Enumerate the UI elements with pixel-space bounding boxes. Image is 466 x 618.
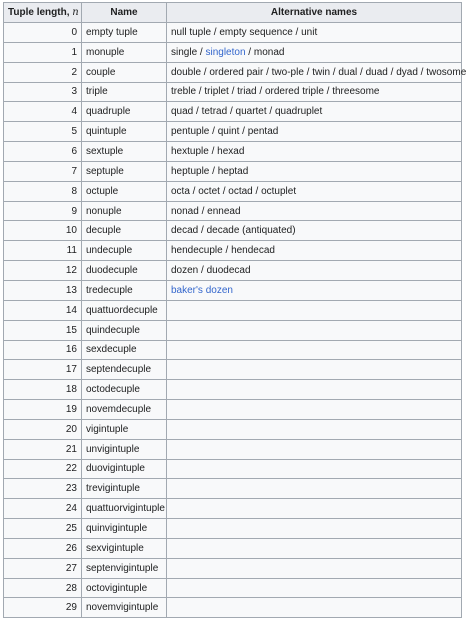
alternative-name: heptuple [171,165,210,177]
name-separator: / [198,265,207,277]
alternative-names-cell [167,479,462,499]
tuple-name-cell: duodecuple [82,261,167,281]
table-row [4,181,462,201]
table-row [4,598,462,618]
tuple-length-cell: 22 [4,459,82,479]
name-separator: / [387,66,397,78]
tuple-length-cell: 11 [4,241,82,261]
tuple-length-cell: 21 [4,439,82,459]
alternative-names-cell [167,419,462,439]
tuple-name-cell: septuple [82,161,167,181]
alternative-name: quadruplet [275,106,323,118]
name-separator: / [256,86,265,98]
alternative-name: triad [237,86,257,98]
alternative-names-cell [167,280,462,300]
alternative-names-cell [167,241,462,261]
tuple-length-cell: 6 [4,142,82,162]
name-separator: / [196,86,205,98]
alternative-name: dyad [396,66,418,78]
alternative-name: pentuple [171,126,210,138]
name-separator: / [198,225,207,237]
table-row [4,558,462,578]
table-row [4,280,462,300]
alternative-name: ordered triple [264,86,324,98]
alternative-names-cell [167,300,462,320]
alternative-name: quad [171,106,194,118]
alternative-names-cell [167,102,462,122]
tuple-length-cell: 27 [4,558,82,578]
table-row [4,161,462,181]
name-separator: / [303,66,313,78]
alternative-names-cell [167,181,462,201]
tuple-name-cell: undecuple [82,241,167,261]
table-row [4,23,462,43]
alternative-name: tetrad [201,106,228,118]
header-tuple-length-label: Tuple length, [8,7,70,18]
name-separator: / [211,26,220,38]
alternative-names-cell [167,82,462,102]
table-row [4,122,462,142]
alternative-name: decade (antiquated) [206,225,296,237]
name-separator: / [228,86,238,98]
table-row [4,241,462,261]
name-separator: / [201,66,210,78]
alternative-names-cell [167,161,462,181]
tuple-name-cell: nonuple [82,201,167,221]
alternative-name: twin [312,66,331,78]
name-separator: / [330,66,339,78]
tuple-length-cell: 20 [4,419,82,439]
tuple-name-cell: triple [82,82,167,102]
alternative-names-cell [167,499,462,519]
table-row [4,261,462,281]
alternative-name: decad [171,225,199,237]
name-separator: / [219,185,229,197]
header-tuple-length[interactable] [4,3,82,23]
name-separator: / [252,185,262,197]
alternative-name: hextuple [171,145,209,157]
table-row [4,360,462,380]
alternative-names-cell [167,261,462,281]
name-separator: / [227,106,236,118]
alternative-names-cell [167,598,462,618]
table-row [4,42,462,62]
alternative-names-cell [167,519,462,539]
alternative-name: heptad [217,165,249,177]
tuple-name-cell: sextuple [82,142,167,162]
tuple-length-cell: 5 [4,122,82,142]
tuple-length-cell: 13 [4,280,82,300]
tuple-length-cell: 0 [4,23,82,43]
table-body [4,23,466,618]
name-separator: / [357,66,366,78]
tuple-length-cell: 28 [4,578,82,598]
alternative-names-cell [167,578,462,598]
header-name[interactable]: Name [82,3,167,23]
tuple-length-cell: 24 [4,499,82,519]
tuple-name-cell: sexdecuple [82,340,167,360]
alternative-name: ordered pair [209,66,264,78]
alternative-names-cell [167,42,462,62]
tuple-name-cell: quadruple [82,102,167,122]
table-row [4,320,462,340]
tuple-length-cell: 15 [4,320,82,340]
table-row [4,142,462,162]
table-row [4,538,462,558]
name-separator: / [209,165,218,177]
table-row [4,400,462,420]
alternative-names-cell [167,340,462,360]
tuple-name-cell: quinvigintuple [82,519,167,539]
tuple-name-cell: tredecuple [82,280,167,300]
alternative-name: hexad [217,145,245,157]
alternative-name-link[interactable]: singleton [205,46,246,58]
alternative-names-cell [167,122,462,142]
alternative-name: octet [198,185,220,197]
alternative-name: monad [253,46,285,58]
tuple-name-cell: quintuple [82,122,167,142]
name-separator: / [208,145,218,157]
alternative-name: null tuple [171,26,212,38]
name-separator: / [193,106,202,118]
alternative-name: triplet [204,86,229,98]
alternative-name: octuplet [261,185,297,197]
table-row [4,479,462,499]
alternative-name: dozen [171,265,199,277]
alternative-name: double [171,66,202,78]
name-separator: / [198,205,208,217]
table-row [4,499,462,519]
tuple-length-cell: 4 [4,102,82,122]
alternative-names-cell [167,221,462,241]
alternative-name: octad [228,185,253,197]
table-row [4,419,462,439]
alternative-name: quartet [235,106,267,118]
tuple-name-cell: quindecuple [82,320,167,340]
tuple-length-cell: 7 [4,161,82,181]
tuple-name-cell: octodecuple [82,380,167,400]
alternative-names-cell [167,360,462,380]
tuple-name-cell: quattuorvigintuple [82,499,167,519]
alternative-names-cell [167,400,462,420]
tuple-name-cell: empty tuple [82,23,167,43]
tuple-name-cell: septenvigintuple [82,558,167,578]
header-alternative-names[interactable]: Alternative names [167,3,462,23]
name-separator: / [263,66,272,78]
name-separator: / [197,46,206,58]
alternative-name: pentad [247,126,279,138]
alternative-name: threesome [332,86,380,98]
table-row [4,201,462,221]
alternative-names-cell [167,459,462,479]
tuple-name-cell: novemdecuple [82,400,167,420]
tuple-length-cell: 16 [4,340,82,360]
name-separator: / [292,26,302,38]
tuple-length-cell: 2 [4,62,82,82]
table-row [4,102,462,122]
name-separator: / [222,245,232,257]
alternative-name: unit [301,26,318,38]
tuple-length-cell: 18 [4,380,82,400]
tuple-length-cell: 19 [4,400,82,420]
tuple-length-cell: 25 [4,519,82,539]
table-row [4,340,462,360]
tuple-length-cell: 8 [4,181,82,201]
alternative-name: twosome [426,66,466,78]
tuple-length-cell: 29 [4,598,82,618]
tuple-name-cell: sexvigintuple [82,538,167,558]
name-separator: / [245,46,254,58]
table-header-row [4,3,462,23]
alternative-name: empty sequence [219,26,293,38]
alternative-names-cell [167,320,462,340]
tuple-length-cell: 17 [4,360,82,380]
alternative-names-cell [167,62,466,82]
alternative-names-cell [167,201,462,221]
table-row [4,519,462,539]
table-row [4,380,462,400]
alternative-name: quint [217,126,240,138]
alternative-name: duodecad [206,265,251,277]
table-row [4,578,462,598]
name-separator: / [239,126,248,138]
tuple-name-cell: trevigintuple [82,479,167,499]
table-row [4,221,462,241]
tuple-length-cell: 12 [4,261,82,281]
tuple-name-cell: couple [82,62,167,82]
alternative-names-cell [167,538,462,558]
table-row [4,82,462,102]
tuple-name-cell: quattuordecuple [82,300,167,320]
name-separator: / [417,66,427,78]
tuple-name-cell: novemvigintuple [82,598,167,618]
tuple-names-table [3,2,466,618]
alternative-names-cell [167,380,462,400]
alternative-name: two-ple [271,66,304,78]
tuple-length-cell: 9 [4,201,82,221]
name-separator: / [209,126,218,138]
name-separator: / [323,86,333,98]
alternative-name-link[interactable]: baker's dozen [171,284,233,296]
tuple-name-cell: vigintuple [82,419,167,439]
tuple-name-cell: decuple [82,221,167,241]
alternative-names-cell [167,558,462,578]
header-length-variable: n [72,7,79,18]
tuple-name-cell: octovigintuple [82,578,167,598]
alternative-names-cell [167,23,462,43]
tuple-name-cell: septendecuple [82,360,167,380]
name-separator: / [189,185,199,197]
alternative-name: duad [365,66,388,78]
alternative-name: octa [171,185,190,197]
alternative-names-cell [167,142,462,162]
alternative-name: hendecuple [171,245,223,257]
table-row [4,459,462,479]
tuple-length-cell: 1 [4,42,82,62]
tuple-name-cell: duovigintuple [82,459,167,479]
tuple-length-cell: 26 [4,538,82,558]
tuple-name-cell: octuple [82,181,167,201]
tuple-length-cell: 3 [4,82,82,102]
table-row [4,62,462,82]
table-row [4,300,462,320]
tuple-length-cell: 10 [4,221,82,241]
table-row [4,439,462,459]
alternative-name: dual [338,66,358,78]
tuple-name-cell: monuple [82,42,167,62]
tuple-length-cell: 14 [4,300,82,320]
alternative-name: single [171,46,198,58]
alternative-name: ennead [207,205,241,217]
name-separator: / [266,106,275,118]
alternative-names-cell [167,439,462,459]
alternative-name: hendecad [231,245,275,257]
alternative-name: nonad [171,205,199,217]
alternative-name: treble [171,86,197,98]
tuple-name-cell: unvigintuple [82,439,167,459]
tuple-length-cell: 23 [4,479,82,499]
